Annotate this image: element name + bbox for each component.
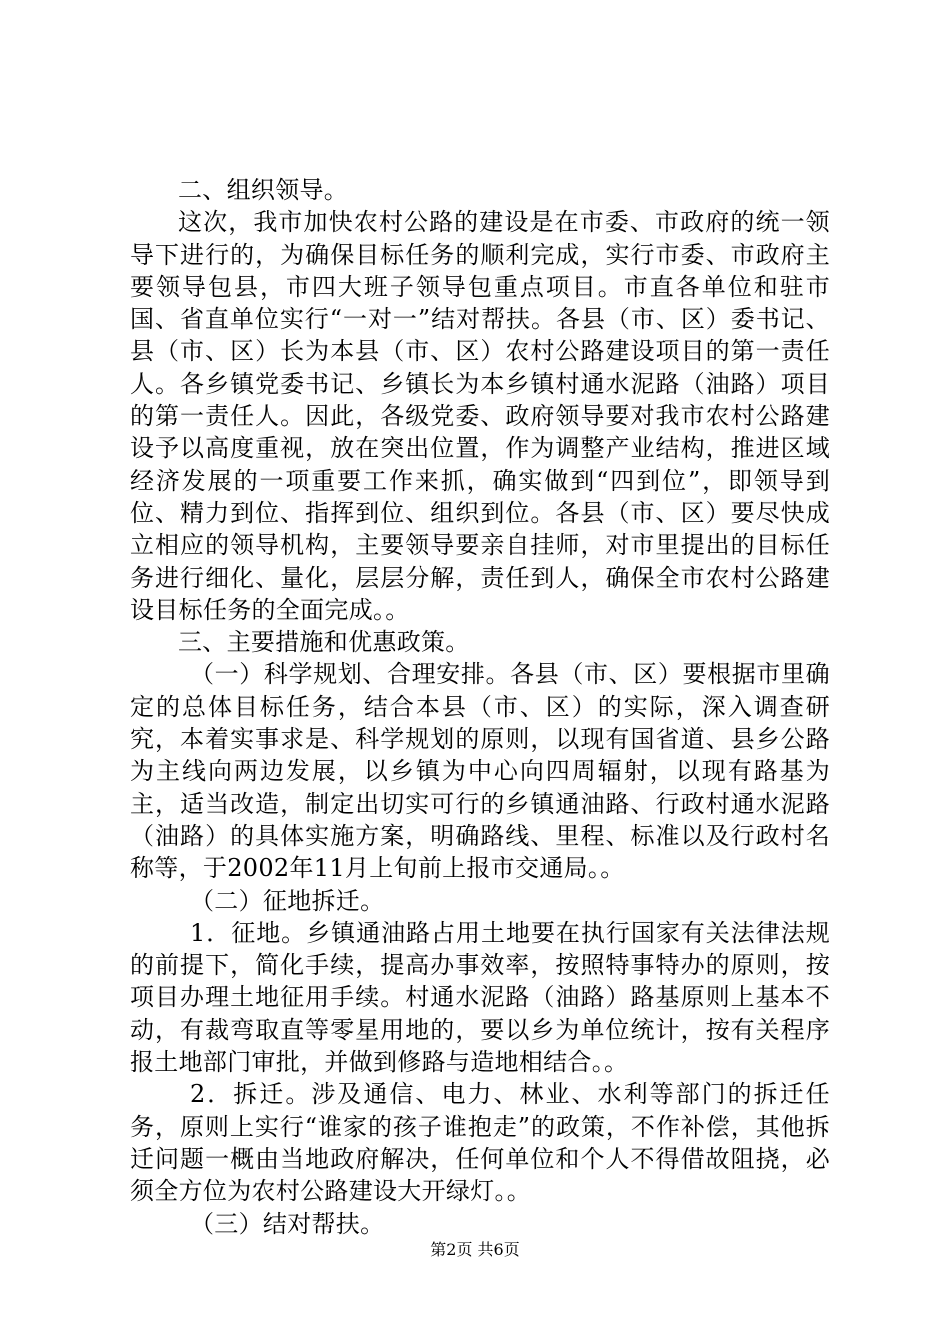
paragraph-planning: （一）科学规划、合理安排。各县（市、区）要根据市里确定的总体目标任务，结合本县（市、区）的实际，深入调查研究，本着实事求是、科学规划的原则，以现有国省道、县乡公路为主线向两边发展，以乡镇为中心向四周辐射，以现有路基为主，适当改造，制定出切实可行的乡镇通油路、行政村通水泥路（油路）的具体实施方案，明确路线、里程、标准以及行政村名称等，于2002年11月上旬前上报市交通局。。 (130, 660, 830, 883)
page-number-footer: 第2页 共6页 (430, 1240, 520, 1259)
subheading-paired-assistance: （三）结对帮扶。 (190, 1209, 385, 1238)
section-heading-measures: 三、主要措施和优惠政策。 (178, 628, 470, 657)
paragraph-demolition: 2．拆迁。涉及通信、电力、林业、水利等部门的拆迁任务，原则上实行“谁家的孩子谁抱走”的政策，不作补偿，其他拆迁问题一概由当地政府解决，任何单位和个人不得借故阻挠，必须全方位为农村公路建设大开绿灯。。 (130, 1080, 830, 1206)
section-heading-organization: 二、组织领导。 (178, 176, 349, 204)
paragraph-land-acquisition: 1．征地。乡镇通油路占用土地要在执行国家有关法律法规的前提下，简化手续，提高办事效率，按照特事特办的原则，按项目办理土地征用手续。村通水泥路（油路）路基原则上基本不动，有裁弯取直等零星用地的，要以乡为单位统计，按有关程序报土地部门审批，并做到修路与造地相结合。。 (130, 918, 830, 1077)
document-body (130, 174, 830, 1240)
paragraph-organization-body: 这次，我市加快农村公路的建设是在市委、市政府的统一领导下进行的，为确保目标任务的顺利完成，实行市委、市政府主要领导包县，市四大班子领导包重点项目。市直各单位和驻市国、省直单位实行“一对一”结对帮扶。各县（市、区）委书记、县（市、区）长为本县（市、区）农村公路建设项目的第一责任人。各乡镇党委书记、乡镇长为本乡镇村通水泥路（油路）项目的第一责任人。因此，各级党委、政府领导要对我市农村公路建设予以高度重视，放在突出位置，作为调整产业结构，推进区域经济发展的一项重要工作来抓，确实做到“四到位”，即领导到位、精力到位、指挥到位、组织到位。各县（市、区）要尽快成立相应的领导机构，主要领导要亲自挂师，对市里提出的目标任务进行细化、量化，层层分解，责任到人，确保全市农村公路建设目标任务的全面完成。。 (130, 208, 830, 624)
subheading-land-demolition: （二）征地拆迁。 (190, 886, 385, 915)
